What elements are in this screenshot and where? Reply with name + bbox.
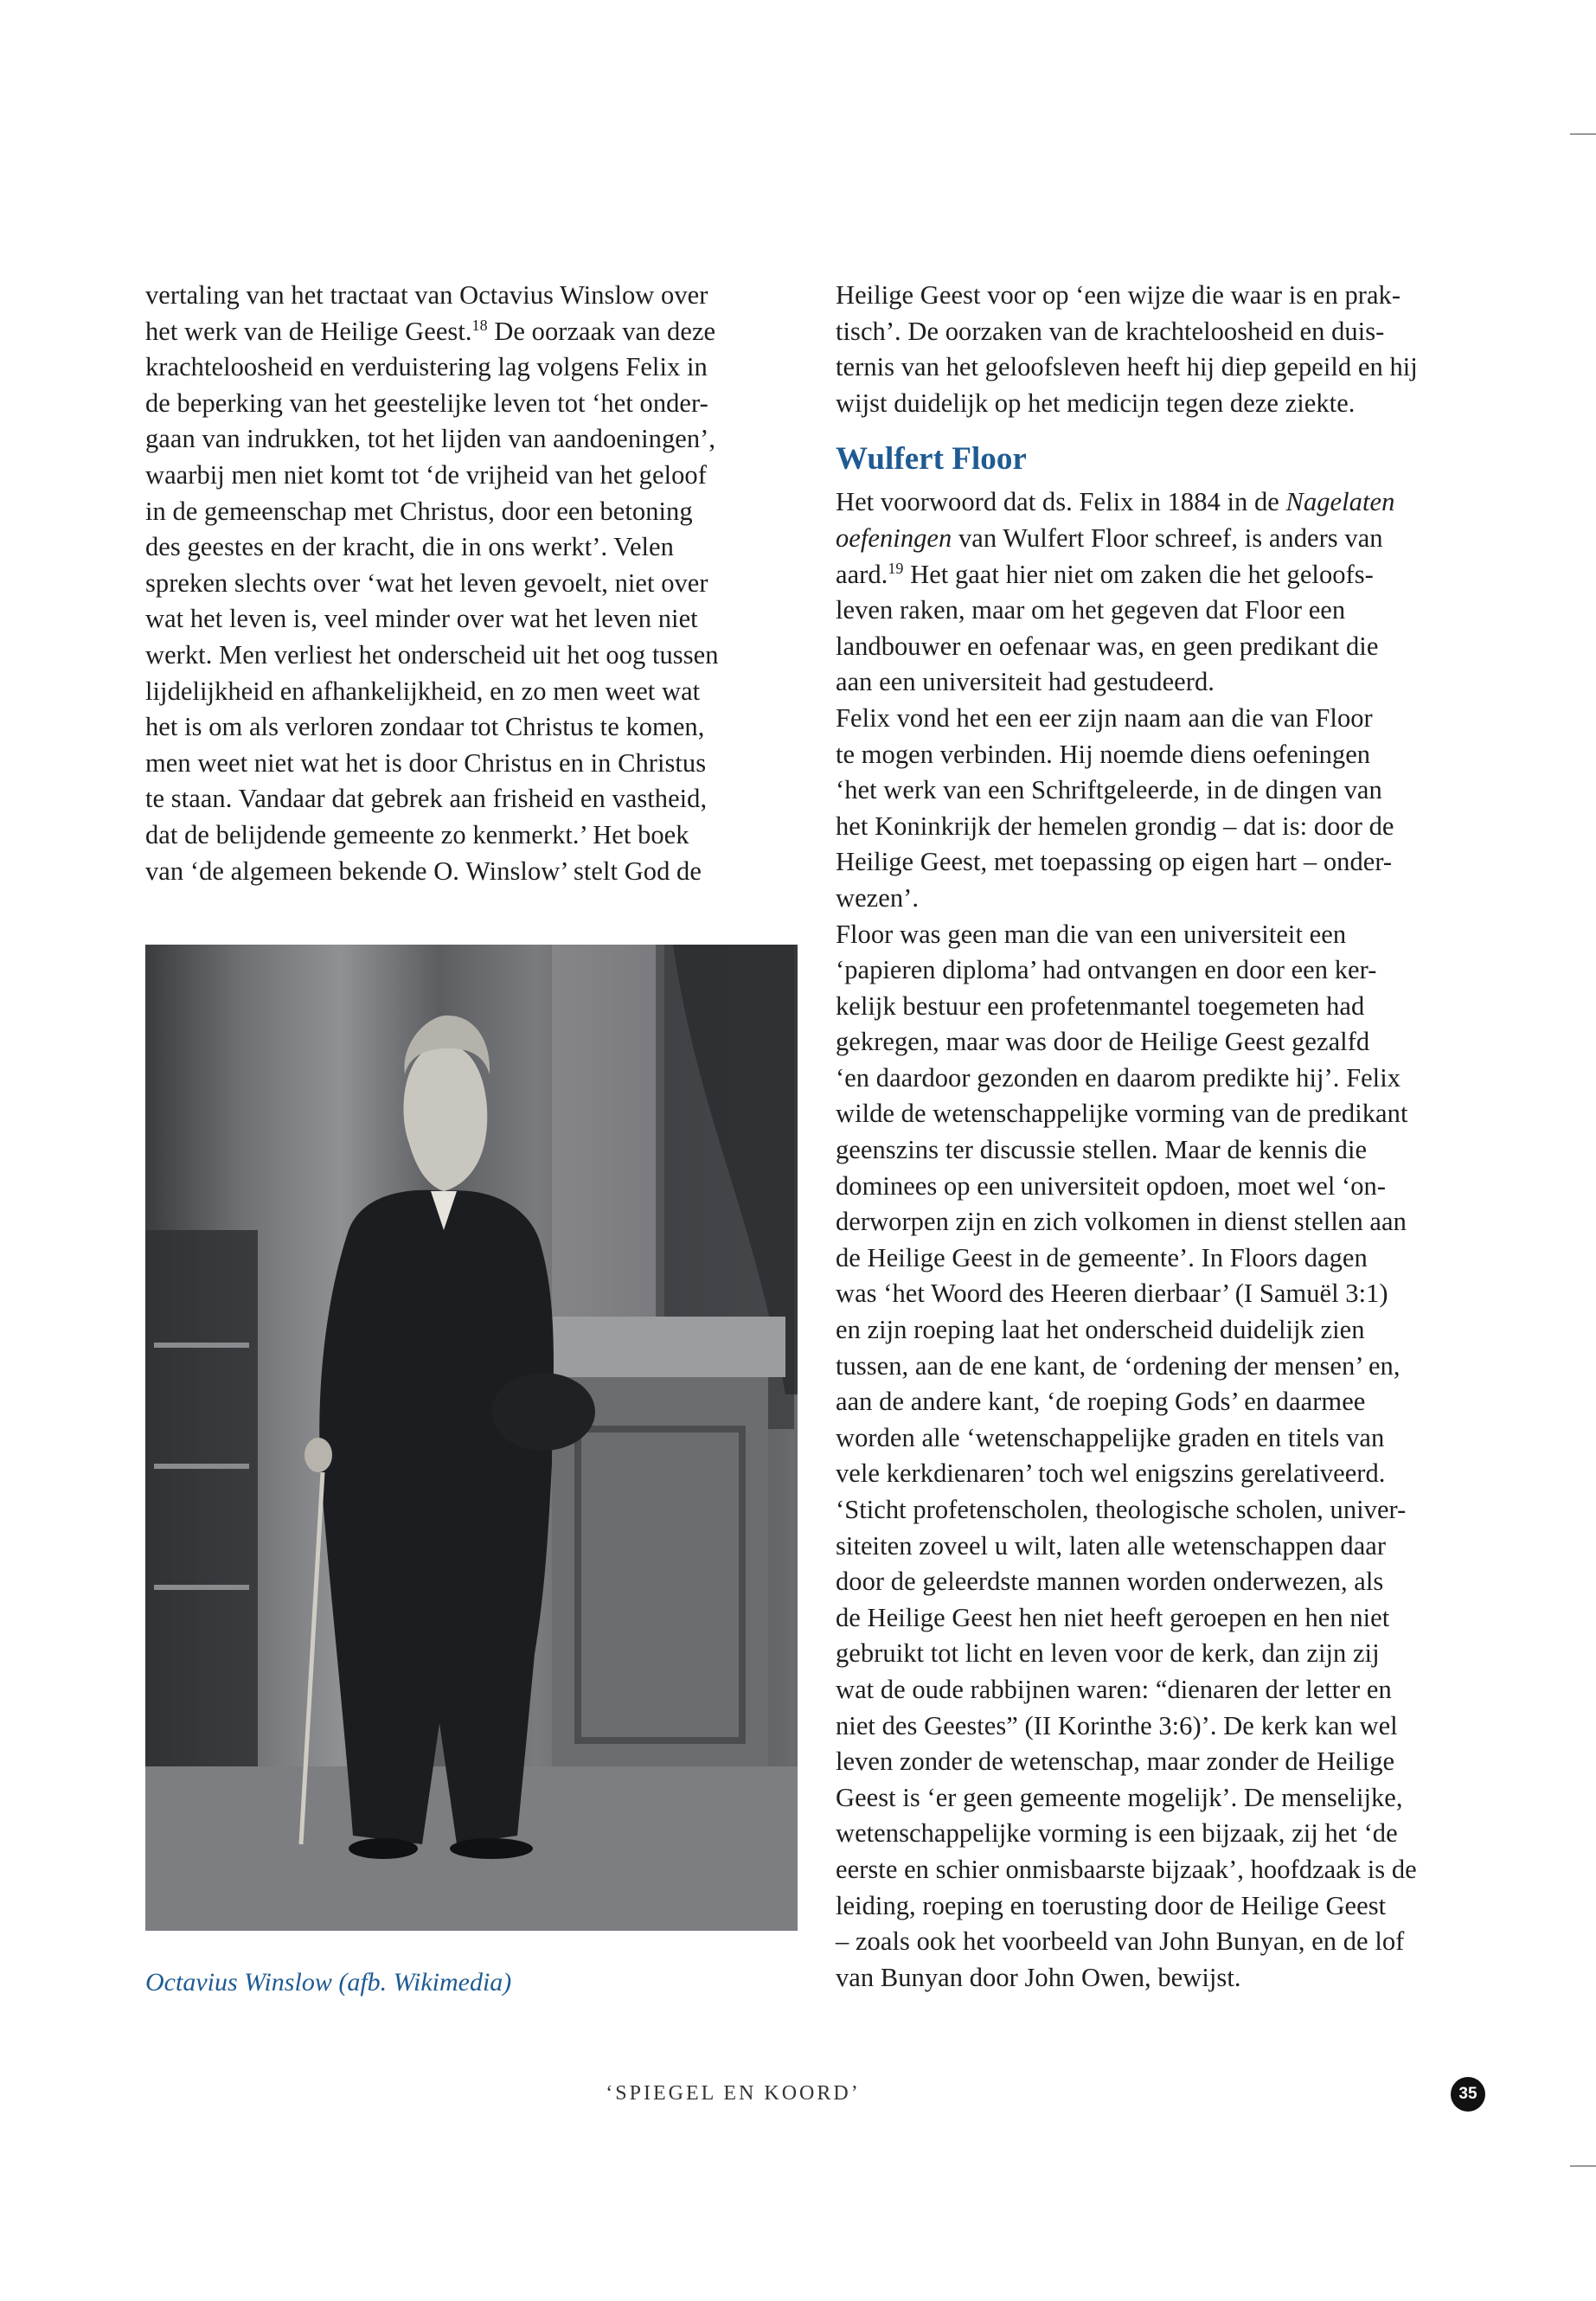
text-line bbox=[145, 314, 799, 350]
left-column bbox=[145, 278, 799, 889]
text-line: vertaling van het tractaat van Octavius Winslow over bbox=[145, 280, 708, 310]
text-line: de beperking van het geestelijke leven tot ‘het onder- bbox=[145, 388, 708, 418]
text-line bbox=[836, 484, 1493, 521]
text-line: aan de andere kant, ‘de roeping Gods’ en daarmee bbox=[836, 1387, 1366, 1417]
text-line: het is om als verloren zondaar tot Christus te komen, bbox=[145, 712, 705, 742]
text-fragment: De oorzaak van deze bbox=[487, 316, 716, 346]
text-line bbox=[836, 557, 1493, 593]
paragraph-2 bbox=[836, 701, 1493, 917]
paragraph-1 bbox=[836, 484, 1493, 701]
text-line: Heilige Geest, met toepassing op eigen hart – onder- bbox=[836, 847, 1393, 877]
text-line: ‘papieren diploma’ had ontvangen en door een ker- bbox=[836, 955, 1377, 985]
running-footer: ‘SPIEGEL EN KOORD’ bbox=[606, 2082, 861, 2105]
text-line: Heilige Geest voor op ‘een wijze die waar is en prak- bbox=[836, 280, 1401, 310]
portrait-photo bbox=[145, 945, 798, 1931]
portrait-illustration bbox=[145, 945, 798, 1931]
text-line: ‘en daardoor gezonden en daarom predikte hij’. Felix bbox=[836, 1062, 1401, 1093]
text-line: wetenschappelijke vorming is een bijzaak, zij het ‘de bbox=[836, 1818, 1398, 1849]
text-line: ‘het werk van een Schriftgeleerde, in de dingen van bbox=[836, 775, 1382, 805]
book-title-fragment: Nagelaten bbox=[1285, 487, 1395, 517]
figure-caption: Octavius Winslow (afb. Wikimedia) bbox=[145, 1968, 512, 1997]
text-line: wijst duidelijk op het medicijn tegen deze ziekte. bbox=[836, 388, 1356, 418]
text-fragment: Het voorwoord dat ds. Felix in 1884 in de bbox=[836, 487, 1286, 517]
left-paragraph bbox=[145, 278, 799, 889]
text-fragment: aard. bbox=[836, 559, 888, 589]
footnote-marker-19: 19 bbox=[888, 559, 904, 577]
text-line: kelijk bestuur een profetenmantel toegemeten had bbox=[836, 990, 1365, 1021]
page-number-badge: 35 bbox=[1451, 2077, 1485, 2112]
text-line: te staan. Vandaar dat gebrek aan frisheid en vastheid, bbox=[145, 784, 708, 814]
text-fragment: van Wulfert Floor schreef, is anders van bbox=[952, 522, 1383, 553]
text-line: wezen’. bbox=[836, 882, 920, 913]
text-line: dominees op een universiteit opdoen, moet wel ‘on- bbox=[836, 1170, 1387, 1201]
text-line: leven raken, maar om het gegeven dat Floor een bbox=[836, 595, 1346, 625]
text-line: de Heilige Geest hen niet heeft geroepen en hen niet bbox=[836, 1602, 1390, 1632]
text-fragment: het werk van de Heilige Geest. bbox=[145, 316, 472, 346]
text-line: eerste en schier onmisbaarste bijzaak’, hoofdzaak is de bbox=[836, 1854, 1417, 1884]
text-line: wat het leven is, veel minder over wat het leven niet bbox=[145, 604, 698, 634]
text-line: landbouwer en oefenaar was, en geen predikant die bbox=[836, 631, 1379, 661]
text-line: worden alle ‘wetenschappelijke graden en titels van bbox=[836, 1422, 1385, 1452]
text-line: werkt. Men verliest het onderscheid uit het oog tussen bbox=[145, 639, 719, 670]
text-line: Geest is ‘er geen gemeente mogelijk’. De menselijke, bbox=[836, 1782, 1403, 1812]
text-line: dat de belijdende gemeente zo kenmerkt.’ Het boek bbox=[145, 819, 689, 849]
text-line: spreken slechts over ‘wat het leven gevoelt, niet over bbox=[145, 567, 708, 598]
text-line: de Heilige Geest in de gemeente’. In Floors dagen bbox=[836, 1242, 1368, 1272]
text-line: – zoals ook het voorbeeld van John Bunyan, en de lof bbox=[836, 1926, 1405, 1957]
text-line: men weet niet wat het is door Christus en in Christus bbox=[145, 747, 707, 778]
text-line: van ‘de algemeen bekende O. Winslow’ stelt God de bbox=[145, 856, 702, 886]
text-line: wat de oude rabbijnen waren: “dienaren der letter en bbox=[836, 1674, 1392, 1704]
text-line: ternis van het geloofsleven heeft hij diep gepeild en hij bbox=[836, 352, 1418, 382]
text-line: ‘Sticht profetenscholen, theologische scholen, univer- bbox=[836, 1495, 1407, 1524]
text-line: gekregen, maar was door de Heilige Geest gezalfd bbox=[836, 1027, 1370, 1057]
text-line: leiding, roeping en toerusting door de Heilige Geest bbox=[836, 1890, 1387, 1920]
text-line: lijdelijkheid en afhankelijkheid, en zo men weet wat bbox=[145, 676, 701, 706]
text-line: des geestes en der kracht, die in ons werkt’. Velen bbox=[145, 532, 674, 562]
text-line: niet des Geestes” (II Korinthe 3:6)’. De kerk kan wel bbox=[836, 1710, 1398, 1740]
text-line: siteiten zoveel u wilt, laten alle wetenschappen daar bbox=[836, 1530, 1387, 1561]
text-line: was ‘het Woord des Heeren dierbaar’ (I Samuël 3:1) bbox=[836, 1279, 1388, 1309]
text-line: krachteloosheid en verduistering lag volgens Felix in bbox=[145, 352, 708, 382]
text-line: gaan van indrukken, tot het lijden van aandoeningen’, bbox=[145, 424, 716, 454]
section-heading: Wulfert Floor bbox=[836, 441, 1027, 478]
text-line: derworpen zijn en zich volkomen in dienst stellen aan bbox=[836, 1207, 1407, 1237]
text-line: het Koninkrijk der hemelen grondig – dat is: door de bbox=[836, 811, 1394, 841]
text-line: van Bunyan door John Owen, bewijst. bbox=[836, 1962, 1241, 1992]
right-column bbox=[836, 278, 1493, 1996]
paragraph-3 bbox=[836, 917, 1493, 1997]
text-line: gebruikt tot licht en leven voor de kerk, dan zijn zij bbox=[836, 1638, 1380, 1669]
text-fragment: Het gaat hier niet om zaken die het geloofs- bbox=[903, 559, 1374, 589]
intro-paragraph bbox=[836, 278, 1493, 421]
text-line: waarbij men niet komt tot ‘de vrijheid van het geloof bbox=[145, 459, 707, 490]
footnote-marker-18: 18 bbox=[471, 316, 488, 334]
crop-mark bbox=[1570, 2165, 1596, 2167]
text-line: wilde de wetenschappelijke vorming van de predikant bbox=[836, 1099, 1408, 1129]
text-line: Floor was geen man die van een universiteit een bbox=[836, 919, 1347, 949]
crop-mark bbox=[1570, 133, 1596, 135]
text-line bbox=[836, 521, 1493, 557]
text-line: vele kerkdienaren’ toch wel enigszins gerelativeerd. bbox=[836, 1458, 1386, 1489]
text-line: aan een universiteit had gestudeerd. bbox=[836, 667, 1215, 697]
text-line: leven zonder de wetenschap, maar zonder de Heilige bbox=[836, 1747, 1395, 1777]
text-line: geenszins ter discussie stellen. Maar de kennis die bbox=[836, 1135, 1368, 1165]
text-line: Felix vond het een eer zijn naam aan die van Floor bbox=[836, 702, 1373, 733]
book-title-fragment: oefeningen bbox=[836, 522, 952, 553]
text-line: te mogen verbinden. Hij noemde diens oefeningen bbox=[836, 739, 1371, 769]
text-line: door de geleerdste mannen worden onderwezen, als bbox=[836, 1567, 1384, 1597]
text-line: tisch’. De oorzaken van de krachteloosheid en duis- bbox=[836, 316, 1385, 346]
text-line: in de gemeenschap met Christus, door een betoning bbox=[145, 496, 693, 526]
text-line: tussen, aan de ene kant, de ‘ordening der mensen’ en, bbox=[836, 1350, 1401, 1381]
text-line: en zijn roeping laat het onderscheid duidelijk zien bbox=[836, 1315, 1365, 1345]
